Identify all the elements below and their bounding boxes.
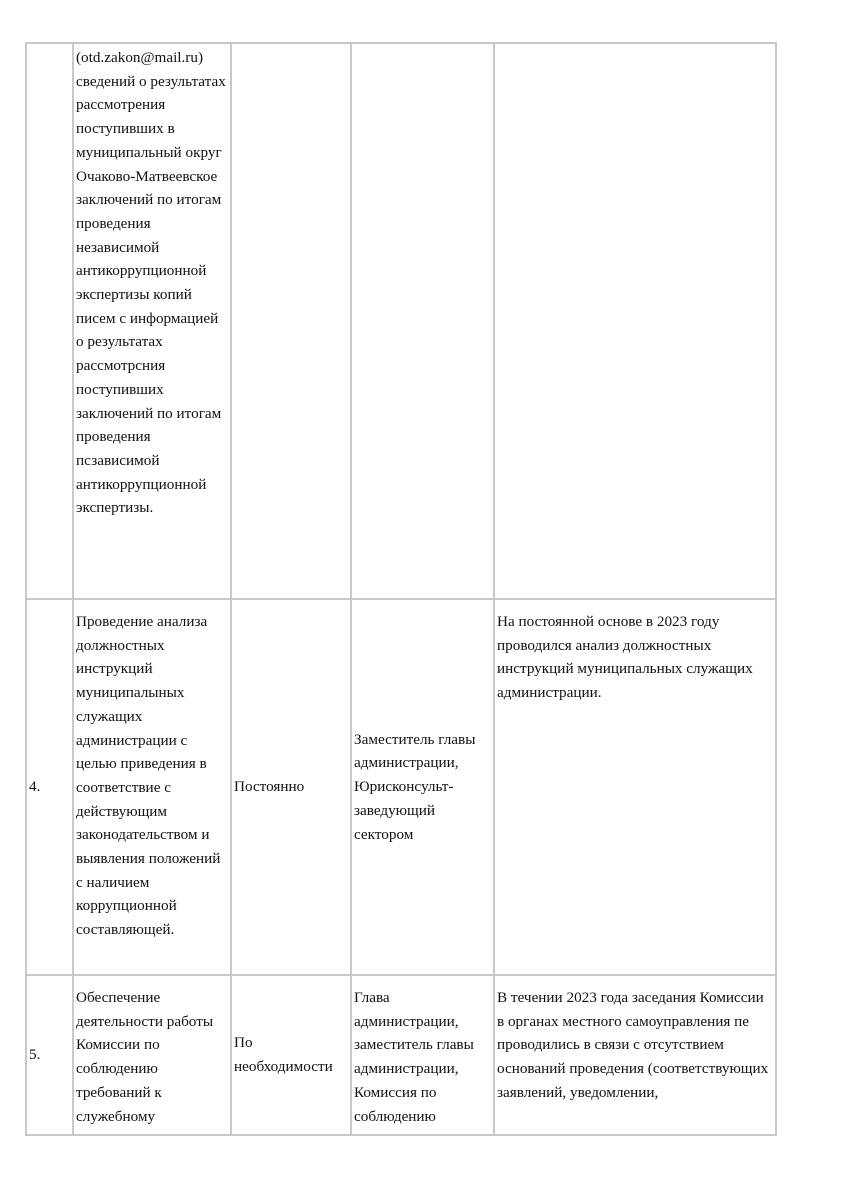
cell-number xyxy=(26,975,73,1135)
measure-text: (otd.zakon@mail.ru) сведений о результатах рассмотрения поступивших в муниципальный округ Очаково-Матвеевское заключений по итогам проведения независимой антикоррупционной экспертизы копий писем с информацией о результатах рассмотрсния поступивших заключений по итогам проведения псзависимой антикоррупционной экспертизы. xyxy=(76,49,226,517)
cell-responsible xyxy=(351,599,494,975)
cell-deadline xyxy=(231,975,351,1135)
measure-text: Проведение анализа должностных инструкций муниципалыных служащих администрации с целью приведения в соответствие с действующим законодательством и выявления положений с наличием коррупционной составляющей. xyxy=(76,613,221,939)
cell-result xyxy=(494,599,776,975)
deadline-text: По необходимости xyxy=(234,1034,333,1075)
deadline-text: Постоянно xyxy=(234,778,305,796)
cell-result xyxy=(494,43,776,599)
result-text: На постоянной основе в 2023 году проводился анализ должностных инструкций муниципальных служащих администрации. xyxy=(497,613,753,702)
row-number: 5. xyxy=(29,1046,41,1064)
cell-deadline xyxy=(231,43,351,599)
responsible-text: Заместитель главы администрации, Юрисконсульт-заведующий сектором xyxy=(354,730,476,843)
result-text: В течении 2023 года заседания Комиссии в органах местного самоуправления пе проводились в связи с отсутствием оснований проведения (соответствующих заявлений, уведомлении, xyxy=(497,989,769,1101)
cell-deadline xyxy=(231,599,351,975)
measure-text: Обеспечение деятельности работы Комиссии по соблюдению требований к служебному xyxy=(76,989,214,1125)
table-row xyxy=(26,43,776,599)
cell-measure xyxy=(73,975,231,1135)
cell-result xyxy=(494,975,776,1135)
cell-number xyxy=(26,43,73,599)
cell-responsible xyxy=(351,975,494,1135)
cell-measure xyxy=(73,599,231,975)
table-row xyxy=(26,599,776,975)
table-row xyxy=(26,975,776,1135)
cell-responsible xyxy=(351,43,494,599)
document-table xyxy=(25,42,777,1136)
cell-measure xyxy=(73,43,231,599)
cell-number xyxy=(26,599,73,975)
row-number: 4. xyxy=(29,778,41,796)
responsible-text: Глава администрации, заместитель главы администрации, Комиссия по соблюдению xyxy=(354,989,474,1125)
